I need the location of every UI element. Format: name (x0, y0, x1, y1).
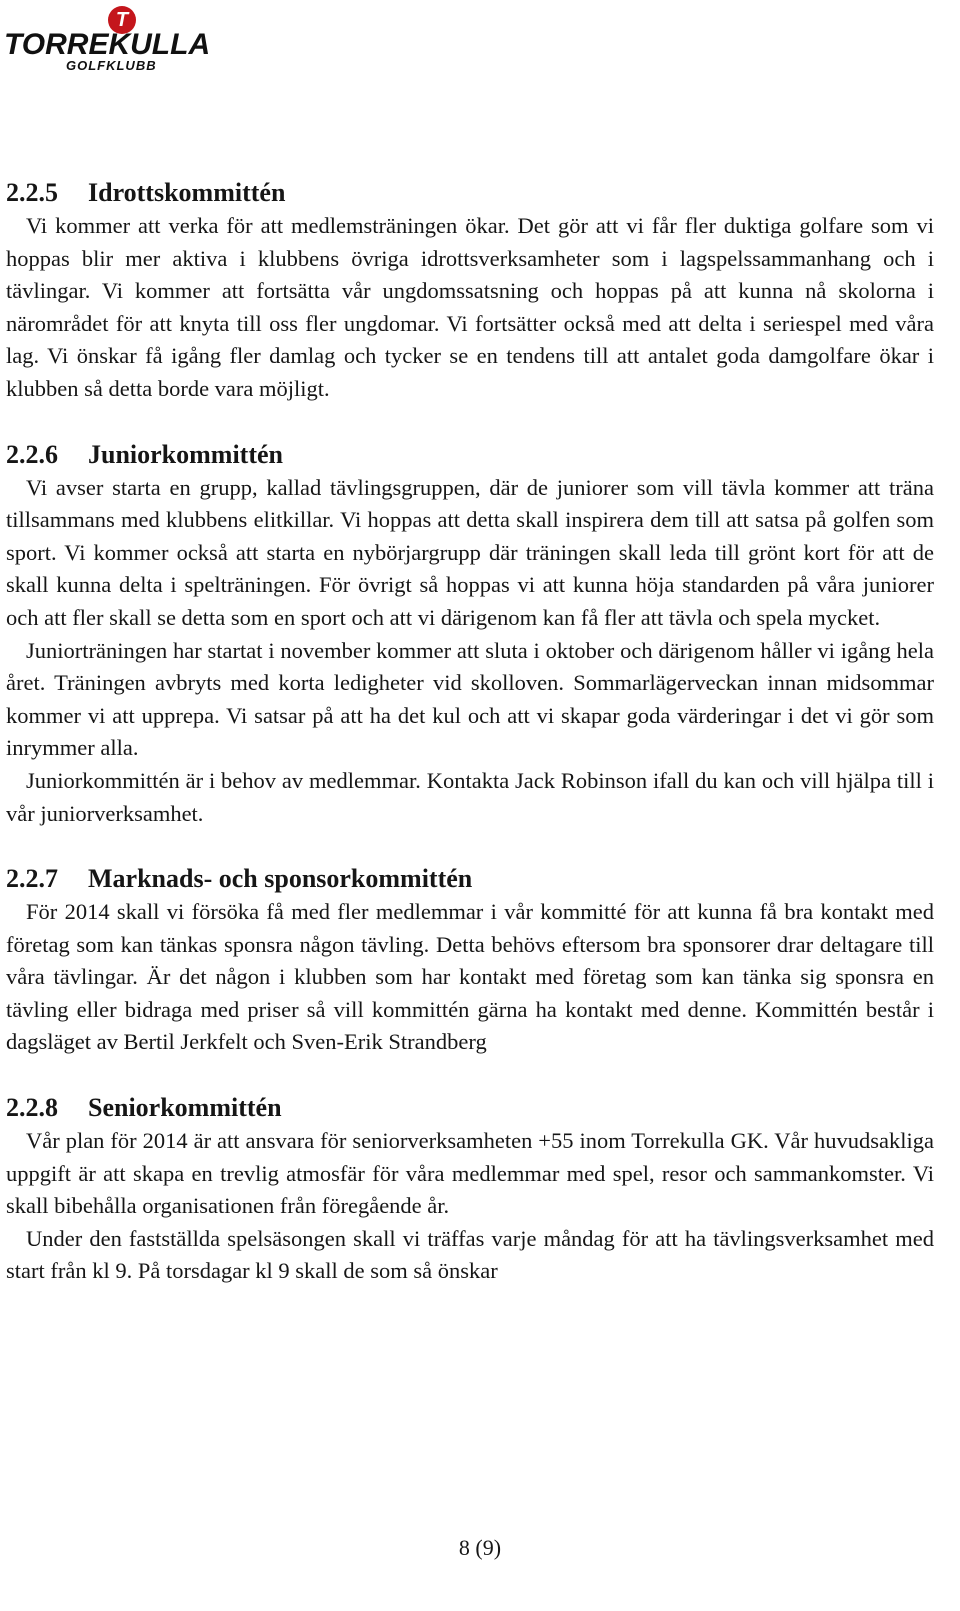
logo-subtitle: GOLFKLUBB (66, 58, 157, 73)
section-title: Juniorkommittén (88, 439, 283, 469)
section-title: Idrottskommittén (88, 178, 286, 207)
paragraph: Vi kommer att verka för att medlemsträningen ökar. Det gör att vi får fler duktiga golfare som vi hoppas blir mer aktiva i klubbens övriga idrottsverksamheter som i lagspelssammanhang och i tävlingar. Vi kommer att fortsätta vår ungdomssatsning och hoppas på att kunna nå skolorna i närområdet för att knyta till oss fler ungdomar. Vi fortsätter också med att delta i seriespel med våra lag. Vi önskar få igång fler damlag och tycker se en tendens till att antalet goda damgolfare ökar i klubben så detta borde vara möjligt. (6, 213, 934, 401)
section-number: 2.2.5 (6, 178, 58, 207)
section-number: 2.2.8 (6, 1093, 58, 1123)
section-number: 2.2.7 (6, 864, 58, 894)
paragraph: Vi avser starta en grupp, kallad tävlingsgruppen, där de juniorer som vill tävla kommer att träna tillsammans med klubbens elitkillar. Vi hoppas att detta skall inspirera dem till att satsa på golfen som sport. Vi kommer också att starta en nybörjargrupp där träningen skall leda till grönt kort för att de skall kunna delta i spelträningen. För övrigt så hoppas vi att kunna höja standarden på våra juniorer och att fler skall se detta som en sport och att vi därigenom kan få fler att tävla och spela mycket. (6, 474, 934, 630)
section-number: 2.2.6 (6, 439, 58, 469)
section-heading (6, 438, 934, 472)
paragraph: Under den fastställda spelsäsongen skall vi träffas varje måndag för att ha tävlingsverksamhet med start från kl 9. På torsdagar kl 9 skall de som så önskar (6, 1225, 934, 1284)
section-title: Seniorkommittén (88, 1093, 282, 1123)
paragraph: Vår plan för 2014 är att ansvara för seniorverksamheten +55 inom Torrekulla GK. Vår huvudsakliga uppgift är att skapa en trevlig atmosfär för våra medlemmar med spel, resor och sammankomster. Vi skall bibehålla organisationen från föregående år. (6, 1128, 934, 1219)
paragraph: För 2014 skall vi försöka få med fler medlemmar i vår kommitté för att kunna få bra kontakt med företag som kan tänkas sponsra någon tävling. Detta behövs eftersom bra sponsorer drar deltagare till våra tävlingar. Är det någon i klubben som har kontakt med företag som kan tänka sig sponsra en tävling eller bidraga med priser så vill kommittén gärna ha kontakt med denne. Kommittén består i dagsläget av Bertil Jerkfelt och Sven-Erik Strandberg (6, 899, 934, 1055)
section-heading (6, 176, 934, 210)
document-body (6, 176, 934, 1288)
page-number: 8 (9) (458, 1535, 502, 1560)
club-logo (4, 4, 244, 74)
section-heading (6, 1091, 934, 1125)
paragraph: Juniorträningen har startat i november kommer att sluta i oktober och därigenom håller vi igång hela året. Träningen avbryts med korta ledigheter vid skolloven. Sommarlägerveckan innan midsommar kommer vi att upprepa. Vi satsar på att ha det kul och att vi skapar goda värderingar i det vi gör som inrymmer alla. (6, 637, 934, 761)
section-title: Marknads- och sponsorkommittén (88, 864, 473, 894)
logo-name: TORREKULLA (4, 28, 211, 61)
paragraph: Juniorkommittén är i behov av medlemmar. Kontakta Jack Robinson ifall du kan och vill hjälpa till i vår juniorverksamhet. (6, 767, 934, 826)
section-heading (6, 862, 934, 896)
